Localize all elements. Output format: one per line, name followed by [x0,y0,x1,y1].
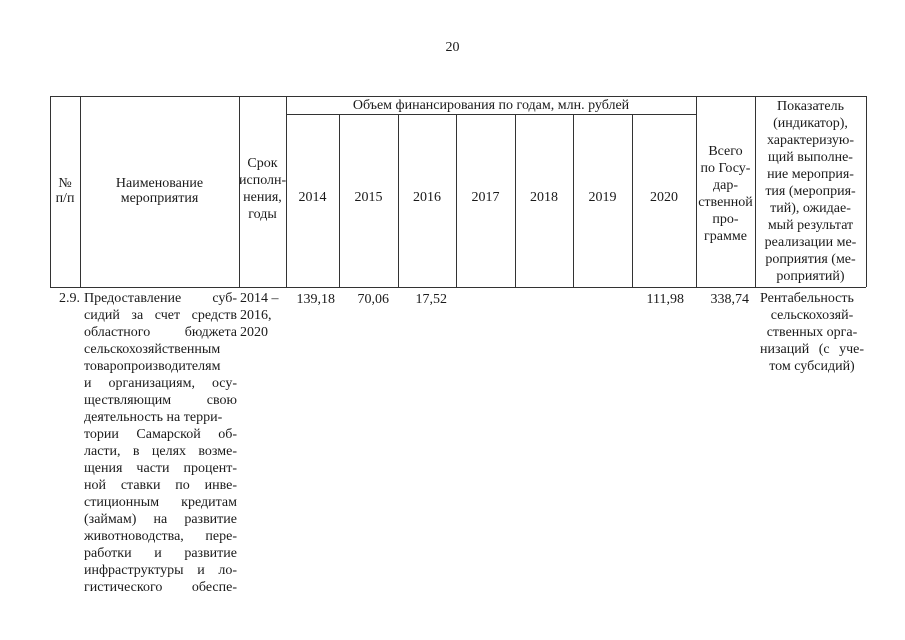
header-year-2017: 2017 [471,190,500,205]
header-year-2018: 2018 [530,190,558,205]
table-right-border [866,96,867,287]
row-term: 2014 – 2016, 2020 [240,291,279,340]
value-2014: 139,18 [296,292,335,307]
header-indicator: Показатель (индикатор), характеризую- щий выполне- ние мероприя- тия (мероприя- тий), ожидае- мый результат реализации ме- роприятия (ме- роприятий) [764,99,857,284]
header-bottom-border [50,287,866,288]
value-total: 338,74 [710,292,749,307]
header-year-2016: 2016 [413,190,441,205]
header-name: Наименование мероприятия [115,176,204,206]
header-funding: Объем финансирования по годам, млн. рублей [352,98,630,113]
table-top-border [50,96,866,97]
header-term: Срок исполн- нения, годы [239,156,287,222]
header-total: Всего по Госу- дар- ственной про- грамме [698,144,753,244]
header-year-2015: 2015 [354,190,383,205]
value-2016: 17,52 [415,292,447,307]
header-year-2019: 2019 [588,190,617,205]
row-name: Предоставление суб- сидий за счет средств областного бюджета сельскохозяйственным товаропроизводителям и организациям, осу- ществляющим свою деятельность на терри- тории Самарской об- ласти, в целях возме- щения части процент- ной ставки по инве- стиционным кредитам (займам) на развитие животноводства, пере- работки и развитие инфраструктуры и ло- гистического обеспе- [84,291,237,595]
page-number: 20 [445,40,460,55]
header-no: № п/п [55,176,75,206]
funding-header-border [286,114,696,115]
value-2015: 70,06 [357,292,389,307]
row-indicator: Рентабельность сельскохозяй- ственных орга- низаций (с уче- том субсидий) [760,291,864,374]
header-year-2020: 2020 [650,190,678,205]
header-year-2014: 2014 [298,190,327,205]
row-number: 2.9. [59,291,80,306]
value-2020: 111,98 [646,292,684,307]
